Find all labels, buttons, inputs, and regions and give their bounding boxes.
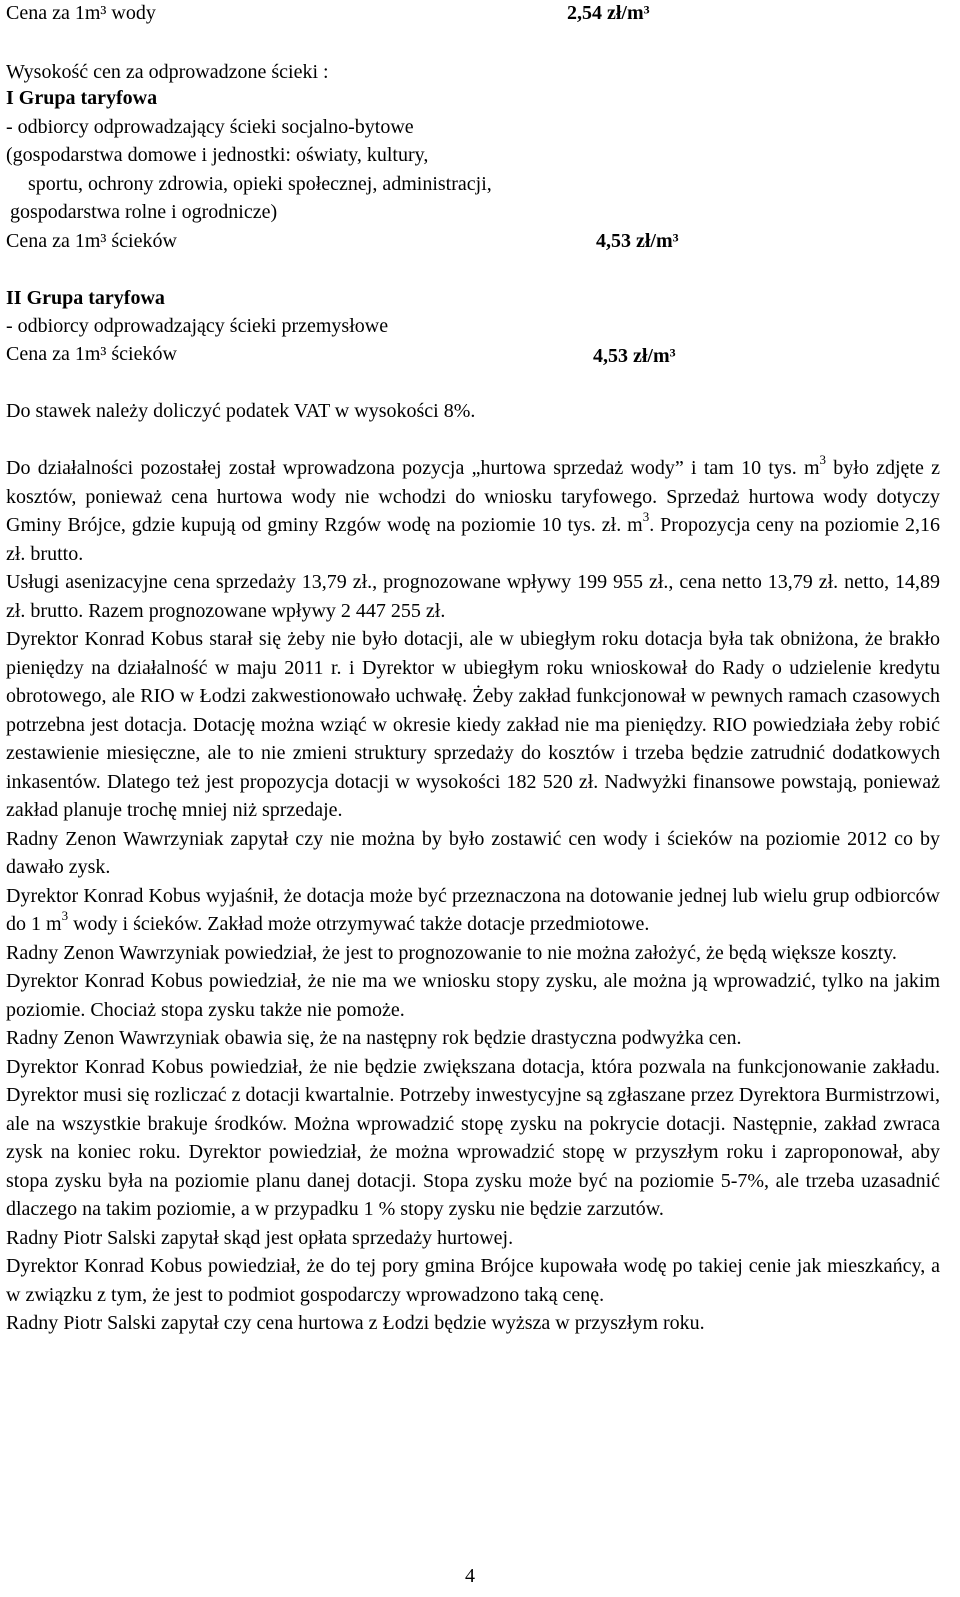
group1-title: I Grupa taryfowa <box>6 87 158 109</box>
group1-price-value: 4,53 zł/m³ <box>596 230 679 252</box>
paragraph-director-profit-rate: Dyrektor Konrad Kobus powiedział, że nie ma we wniosku stopy zysku, ale można ją wprowadzić, tylko na jakim poziomie. Chociaż stopa zysku także nie pomoże. <box>6 970 940 1021</box>
vat-note: Do stawek należy doliczyć podatek VAT w wysokości 8%. <box>6 400 476 422</box>
paragraph-wholesale: Do działalności pozostałej został wprowadzona pozycja „hurtowa sprzedaż wody” i tam 10 tys. $m^3$ było zdjęte z kosztów, ponieważ cena hurtowa wody nie wchodzi do wniosku taryfowego. Sprzedaż hurtowa wody dotyczy Gminy Brójce, gdzie kupują od gminy Rzgów wodę na poziomie 10 tys. zł. $m^3$. Propozycja ceny na poziomie 2,16 zł. brutto. <box>6 452 941 565</box>
paragraph-salski-question: Radny Piotr Salski zapytał skąd jest opłata sprzedaży hurtowej. <box>6 1226 514 1249</box>
paragraph-wawrzyniak-forecast: Radny Zenon Wawrzyniak powiedział, że jest to prognozowanie to nie można założyć, że będą większe koszty. <box>6 941 897 964</box>
page-number: 4 <box>465 1565 475 1587</box>
group2-line1: - odbiorcy odprowadzający ścieki przemysłowe <box>6 315 389 337</box>
paragraph-director-quarterly: Dyrektor Konrad Kobus powiedział, że nie będzie zwiększana dotacja, która pozwala na funkcjonowanie zakładu. Dyrektor musi się rozliczać z dotacji kwartalnie. Potrzeby inwestycyjne są zgłaszane przez Dyrektora Burmistrzowi, ale na wszystkie brakuje środków. Można wprowadzić stopę zysku na pokrycie dotacji. Następnie, zakład zwraca zysk na koniec roku. Dyrektor powiedział, że można wprowadzić stopę w przyszłym roku i zaproponował, aby stopa zysku była na poziomie planu danej dotacji. Stopa zysku może być na poziomie 5-7%, ale trzeba uzasadnić dlaczego na takim poziomie, a w przypadku 1 % stopy zysku nie będzie zarzutów. <box>6 1055 940 1220</box>
group1-line2: (gospodarstwa domowe i jednostki: oświaty, kultury, <box>6 144 429 166</box>
group1-price-label: Cena za 1m³ ścieków <box>6 230 177 252</box>
paragraph-director-explanation: Dyrektor Konrad Kobus wyjaśnił, że dotacja może być przeznaczona na dotowanie jednej lub wielu grup odbiorców do 1 $m^3$ wody i ścieków. Zakład może otrzymywać także dotacje przedmiotowe. <box>6 884 940 935</box>
paragraph-wawrzyniak-question: Radny Zenon Wawrzyniak zapytał czy nie można by było zostawić cen wody i ścieków na poziomie 2012 co by dawało zysk. <box>6 827 940 878</box>
group2-price-label: Cena za 1m³ ścieków <box>6 343 177 365</box>
paragraph-sanitation: Usługi asenizacyjne cena sprzedaży 13,79 zł., prognozowane wpływy 199 955 zł., cena netto 13,79 zł. netto, 14,89 zł. brutto. Razem prognozowane wpływy 2 447 255 zł. <box>6 571 940 622</box>
group1-line4: gospodarstwa rolne i ogrodnicze) <box>10 201 278 223</box>
paragraph-salski-lodz: Radny Piotr Salski zapytał czy cena hurtowa z Łodzi będzie wyższa w przyszłym roku. <box>6 1312 705 1334</box>
group2-price-value: 4,53 zł/m³ <box>593 345 676 367</box>
group1-line3: sportu, ochrony zdrowia, opieki społecznej, administracji, <box>28 173 492 195</box>
water-price-value: 2,54 zł/m³ <box>567 2 650 24</box>
group2-title: II Grupa taryfowa <box>6 287 165 309</box>
water-price-label: Cena za 1m³ wody <box>6 2 156 24</box>
group1-line1: - odbiorcy odprowadzający ścieki socjalno-bytowe <box>6 116 414 138</box>
paragraph-director-brojce: Dyrektor Konrad Kobus powiedział, że do tej pory gmina Brójce kupowała wodę po takiej cenie jak mieszkańcy, a w związku z tym, że jest to podmiot gospodarczy wprowadzono taką cenę. <box>6 1255 940 1306</box>
paragraph-wawrzyniak-concern: Radny Zenon Wawrzyniak obawia się, że na następny rok będzie drastyczna podwyżka cen. <box>6 1027 742 1049</box>
paragraph-director-subsidy: Dyrektor Konrad Kobus starał się żeby nie było dotacji, ale w ubiegłym roku dotacja była tak obniżona, że brakło pieniędzy na działalność w maju 2011 r. i Dyrektor w ubiegłym roku wnioskował do Rady o udzielenie kredytu obrotowego, ale RIO w Łodzi zakwestionowało uchwałę. Żeby zakład funkcjonował w pewnych ramach czasowych potrzebna jest dotacja. Dotację można wziąć w okresie kiedy zakład nie ma pieniędzy. RIO powiedziała żeby robić zestawienie miesięczne, ale to nie zmieni struktury sprzedaży do kosztów i trzeba będzie zatrudnić dodatkowych inkasentów. Dlatego też jest propozycja dotacji w wysokości 182 520 zł. Nadwyżki finansowe powstają, ponieważ zakład planuje trochę mniej niż sprzedaje. <box>6 628 940 821</box>
body-text <box>6 454 940 1338</box>
sewage-heading: Wysokość cen za odprowadzone ścieki : <box>6 61 329 83</box>
